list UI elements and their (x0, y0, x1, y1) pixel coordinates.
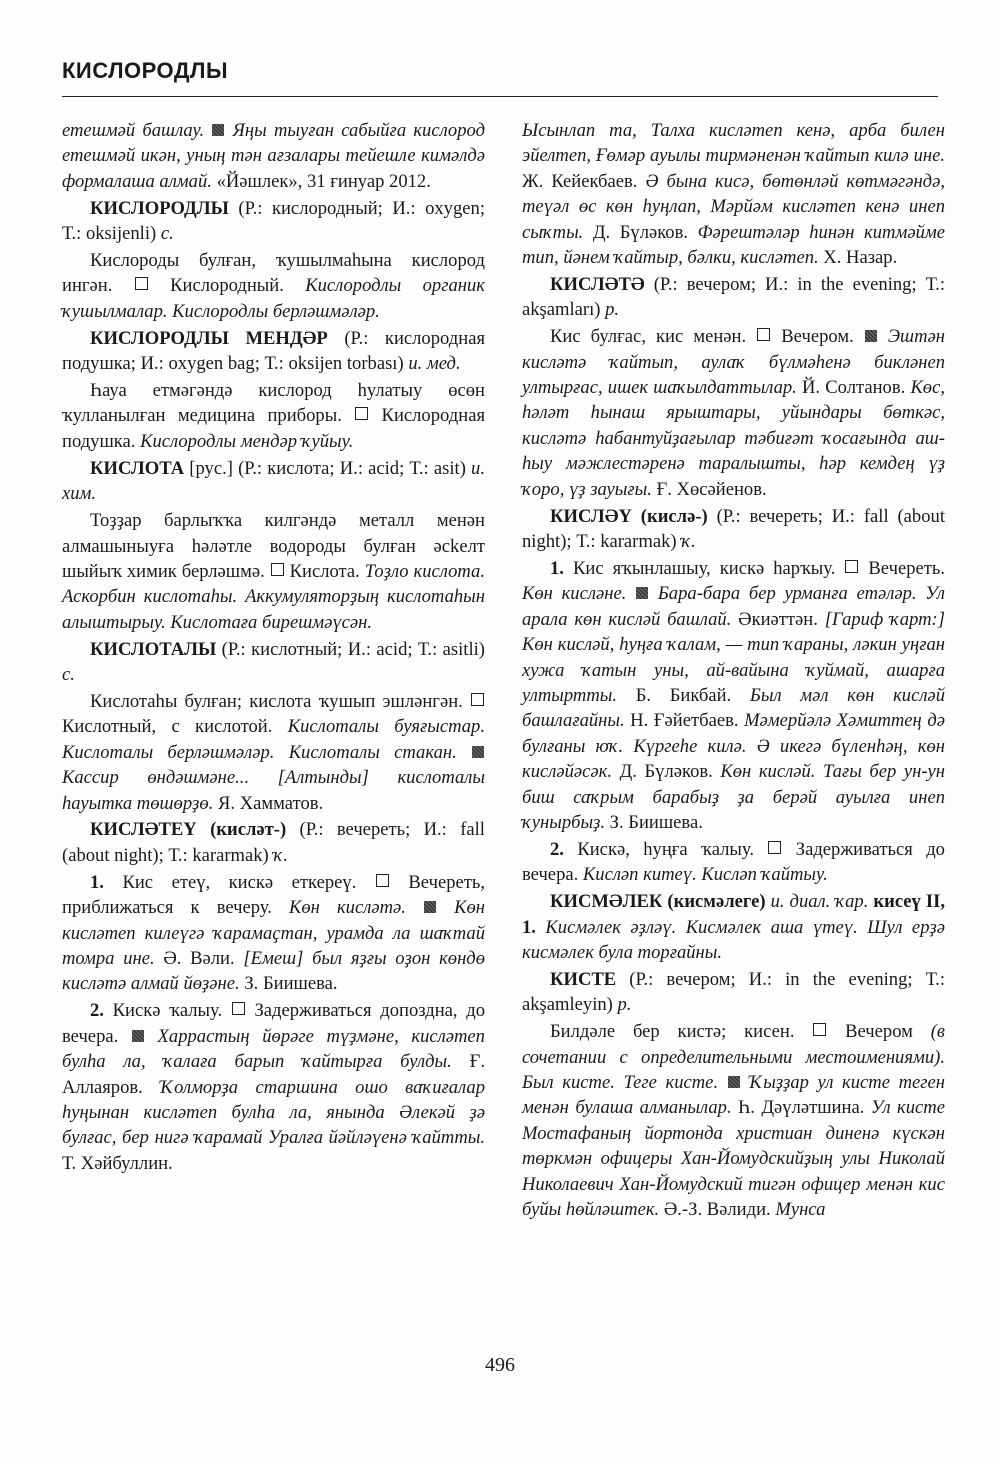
translation-marker-icon (757, 328, 770, 341)
example-marker-icon (424, 901, 436, 913)
headword: КИСЛОТАЛЫ (90, 638, 217, 660)
sense-2: 2. Кискә, һуңға ҡалыу. Задерживаться до вечера. Кисләп китеү. Кисләп ҡайтыу. (522, 838, 945, 886)
example-marker-icon (132, 1030, 144, 1042)
headword: КИСТЕ (550, 968, 617, 990)
entry-kislorodly-mender: КИСЛОРОДЛЫ МЕНДӘР (Р.: кислородная подушка; И.: oxygen bag; Т.: oksijen torbası) и. мед. (62, 327, 485, 375)
definition: Тоҙҙар барлыҡҡа килгәндә металл менән алмашыныуға һәләтле водороды булған әсkелт шыйыҡ химик берләшмә. Кислота. Тоҙло кислота. Аскорбин кислотаһы. Аккумуляторҙың кислотаһын алыштырыу. Кислотаға бирешмәүсән. (62, 510, 485, 633)
translation-marker-icon (135, 277, 148, 290)
definition: Кислотаһы булған; кислота ҡушып эшләнгән. Кислотный, с кислотой. Кислоталы буяғыстар. Кислоталы берләшмәләр. Кислоталы стакан. Кассир өндәшмәне... [Алтынды] кислоталы һауытка төшөрҙө. Я. Хамматов. (62, 690, 485, 814)
translation-marker-icon (271, 563, 284, 576)
translation-marker-icon (376, 874, 389, 887)
running-head-title: КИСЛОРОДЛЫ (62, 58, 228, 83)
translation-marker-icon (845, 560, 858, 573)
definition: Кис булғас, кис менән. Вечером. Эштән кисләтә ҡайтып, аулаҡ бүлмәһенә бикләнеп ултырғас, ишек шаҡылдаттылар. Й. Солтанов. Көс, һәләт һынаш ярыштары, уйындары бөткәс, кисләтә һабантуйҙағылар тәбиғәт ҡосағында аш-һыу мәжлестәренә таралышты, һәр кемдең үҙ ҡоро, үҙ зауығы. Ғ. Хөсәйенов. (522, 326, 945, 500)
example-marker-icon (728, 1076, 740, 1088)
headword: КИСЛОРОДЛЫ (90, 197, 229, 219)
headword: КИСЛӘТӘ (550, 273, 645, 295)
right-column (522, 118, 945, 1224)
entry-kisleteu: КИСЛӘТЕҮ (кисләт-) (Р.: вечереть; И.: fall (about night); Т.: kararmak) ҡ. (62, 819, 485, 866)
example-marker-icon (865, 330, 877, 342)
entry-kismelek: КИСМӘЛЕК (кисмәлеге) и. диал. ҡар. кисеү II, 1. Кисмәлек әҙләү. Кисмәлек аша үтеү. Шул ерҙә кисмәлек була торғайны. (522, 891, 945, 963)
headword: КИСЛӘҮ (кислә-) (550, 505, 708, 527)
entry-continuation: Ысынлап та, Талха кисләтеп кенә, арба билен эйелтеп, Ғөмәр ауылы тирмәненән ҡайтып килә ине. Ж. Кейекбаев. Ә бына кисә, бөтөнләй көтмәгәндә, теүәл өс көн һуңлап, Мәрйәм кисләтеп кенә инеп сыҡты. Д. Бүләков. Фәрештәләр һинән китмәйме тип, йәнем ҡайтыр, бәлки, кисләтеп. Х. Назар. (522, 120, 946, 269)
sense-1: 1. Кис етеү, кискә еткереү. Вечереть, приближаться к вечеру. Көн кисләтә. Көн кисләтеп килеүгә ҡарамаҫтан, урамда ла шаҡтай томра ине. Ә. Вәли. [Емеш] был яҙғы оҙон көндө кисләтә алмай йөҙәне. З. Биишева. (62, 871, 486, 995)
definition: Билдәле бер кистә; кисен. Вечером (в сочетании с определительными местоимениями). Был кисте. Теге кисте. Ҡыҙҙар ул кисте теген менән булаша алманылар. Һ. Дәүләтшина. Ул кисте Мостафаның йортонда христиан диненә күскән төркмән офицеры Хан-Йомудскийҙың улы Николай Николаевич Хан-Йомудский тигән офицер менән кис буйы һөйләштек. Ә.-З. Вәлиди. Мунса (522, 1021, 945, 1221)
entry-continuation: етешмәй башлау. Яңы тыуған сабыйға кислород етешмәй икән, уның тән ағзалары тейешле кимәлдә формалаша алмай. «Йәшлек», 31 ғинуар 2012. (62, 120, 485, 192)
example-marker-icon (212, 124, 224, 136)
entry-kislota: КИСЛОТА [рус.] (Р.: кислота; И.: acid; Т.: asit) и. хим. (62, 457, 485, 505)
headword: КИСМӘЛЕК (кисмәлеге) (550, 891, 766, 913)
definition: Һауа етмәгәндә кислород һулатыу өсөн ҡулланылған медицина приборы. Кислородная подушка. Кислородлы мендәр ҡуйыу. (62, 380, 485, 452)
page-number: 496 (485, 1354, 515, 1376)
sense-1: 1. Кис яҡынлашыу, кискә һарҡыу. Вечереть. Көн кисләне. Бара-бара бер урманға етәләр. Ул арала көн кисләй башлай. Әкиәттән. [Гариф ҡарт:] Көн кисләй, һуңға ҡалам, — тип ҡараны, ләкин уңған хужа ҡатын уны, ай-вайына ҡуймай, ашарға ултыртты. Б. Бикбай. Был мәл көн кисләй башлағайны. Н. Ғәйетбаев. Мәмерйәлә Хәмиттең дә булғаны юҡ. Күргеһе килә. Ә икегә бүленһәң, көн кисләйәсәк. Д. Бүләков. Көн кисләй. Тағы бер ун-ун биш саҡрым барабыҙ ҙа берәй ауылға инеп ҡунырбыҙ. З. Биишева. (522, 557, 945, 833)
example-marker-icon (636, 587, 648, 599)
entry-kisleu: КИСЛӘҮ (кислә-) (Р.: вечереть; И.: fall (about night); Т.: kararmak) ҡ. (522, 505, 945, 552)
translation-marker-icon (813, 1023, 826, 1036)
headword: КИСЛОТА (90, 457, 185, 479)
entry-kislotaly: КИСЛОТАЛЫ (Р.: кислотный; И.: acid; Т.: asitli) с. (62, 638, 485, 686)
headword: КИСЛӘТЕҮ (кисләт-) (90, 819, 287, 841)
sense-2: 2. Кискә ҡалыу. Задерживаться допоздна, до вечера. Харрастың йөрәге түҙмәне, кисләтеп булһа ла, ҡалаға барып ҡайтырға булды. Ғ. Аллаяров. Ҡолморҙа старшина ошо ваҡиғалар һуңынан кисләтеп булһа ла, янында Әлекәй ҙә булғас, бер нигә ҡарамай Уралға йәйләүенә ҡайтты. Т. Хәйбуллин. (62, 1000, 485, 1174)
translation-marker-icon (768, 841, 781, 854)
translation-marker-icon (355, 407, 368, 420)
entry-kislorodly: КИСЛОРОДЛЫ (Р.: кислородный; И.: oxygen; Т.: oksijenli) с. (62, 197, 485, 245)
running-header (62, 56, 938, 97)
entry-kislete: КИСЛӘТӘ (Р.: вечером; И.: in the evening; Т.: akşamları) р. (522, 273, 945, 321)
left-column (62, 118, 485, 1178)
definition: Кислороды булған, ҡушылмаһына кислород ингән. Кислородный. Кислородлы органик ҡушылмалар. Кислородлы берләшмәләр. (62, 250, 485, 322)
headword: КИСЛОРОДЛЫ МЕНДӘР (90, 327, 328, 349)
entry-kiste: КИСТЕ (Р.: вечером; И.: in the evening; Т.: akşamleyin) р. (522, 968, 945, 1016)
translation-marker-icon (471, 693, 484, 706)
example-marker-icon (472, 746, 484, 758)
translation-marker-icon (232, 1002, 245, 1015)
